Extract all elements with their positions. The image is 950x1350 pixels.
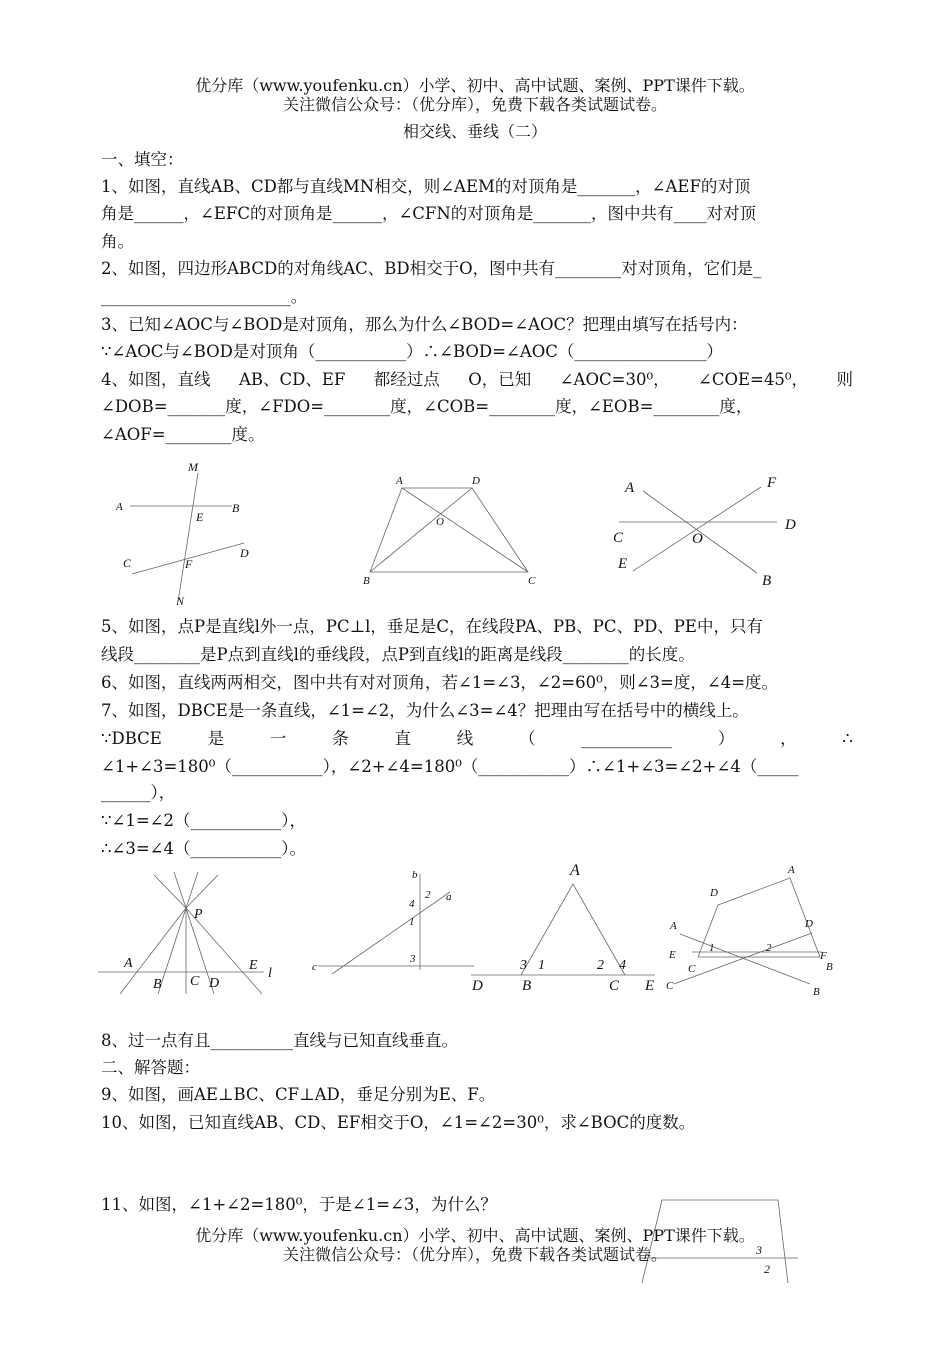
label-1: 1 [709,942,715,954]
label-b: B [363,575,370,587]
label-l: l [268,966,272,981]
q4-line-2: ∠DOB=_______度，∠FDO=________度，∠COB=________度，∠EOB=________度， [101,397,753,416]
q8-line: 8、过一点有且__________直线与已知直线垂直。 [101,1031,458,1050]
q7-part: 直 [394,729,411,748]
label-c-left: C [666,980,674,992]
label-a-left: A [670,920,677,932]
label-f: F [185,557,193,571]
extension-b [186,872,198,908]
label-c: C [609,978,620,994]
figure-7-quadrilateral-lines [662,860,852,1000]
q4-part: AB、CD、EF [238,370,346,389]
label-d: D [240,546,249,560]
label-2: 2 [766,942,772,954]
label-e: E [669,949,676,961]
label-b-right: B [826,961,833,973]
label-b: B [232,501,240,515]
label-a: A [396,475,403,487]
q6-line: 6、如图，直线两两相交，图中共有对对顶角，若∠1=∠3，∠2=60⁰，则∠3=度，∠4=度。 [101,673,779,692]
label-a: A [625,480,635,496]
q7-line-5: ∵∠1=∠2（___________）， [101,811,306,830]
label-m: M [188,460,198,474]
page-title: 相交线、垂线（二） [402,122,547,141]
label-a-top: A [788,864,795,876]
q2-line-1: 2、如图，四边形ABCD的对角线AC、BD相交于O，图中共有________对对顶角，它们是_ [101,259,762,278]
q1-line-3: 角。 [101,232,134,251]
label-d: D [209,976,220,991]
label-f: F [820,950,827,962]
q7-part: 线 [456,729,474,748]
label-f: F [767,475,777,491]
line-ef [633,487,761,571]
label-a: A [124,956,133,971]
label-a: A [570,862,580,879]
label-o: O [436,516,444,528]
label-b: b [412,869,418,881]
q7-part: ___________ [581,729,673,748]
label-e: E [196,510,204,524]
label-a: A [116,501,123,513]
q7-part: ∴ [842,729,853,748]
label-1: 1 [409,916,415,928]
label-3: 3 [520,958,527,973]
figure-1-transversal [110,455,260,610]
label-c: C [613,530,624,546]
q1-line-2: 角是______，∠EFC的对顶角是______，∠CFN的对顶角是_______，图中共有____对对顶 [101,204,757,223]
label-n: N [176,594,185,608]
q11-line: 11、如图，∠1+∠2=180⁰，于是∠1=∠3，为什么？ [101,1195,497,1214]
q4-part: ∠COE=45⁰， [698,370,808,389]
label-c: c [312,961,317,973]
q4-line-3: ∠AOF=________度。 [101,425,265,444]
label-d-right: D [805,918,813,930]
figure-6-triangle [467,858,662,996]
label-c: C [190,974,200,989]
label-a: a [446,891,452,903]
header-line-1: 优分库（www.youfenku.cn）小学、初中、高中试题、案例、PPT课件下载。 [195,76,755,95]
figure-3-three-lines [605,465,815,595]
triangle-sides [521,884,625,975]
q7-line-6: ∴∠3=∠4（___________）。 [101,839,306,858]
q7-line-4: ______）， [101,783,176,802]
quadrilateral-abcd [370,488,528,572]
line-mn [178,473,198,602]
label-e: E [249,958,258,973]
line-a [332,892,450,974]
label-d: D [785,517,796,533]
label-4: 4 [409,898,415,910]
label-e: E [645,978,655,994]
label-d: D [472,978,483,994]
label-c: C [123,556,132,570]
q7-part: （ [519,729,536,748]
label-2: 2 [597,958,604,973]
label-b: B [762,573,772,589]
extension-e [154,875,186,908]
label-o: O [692,531,703,547]
q5-line-1: 5、如图，点P是直线l外一点，PC⊥l，垂足是C，在线段PA、PB、PC、PD、PE中，只有 [101,617,763,636]
line-cd [674,933,812,984]
label-3: 3 [410,953,416,965]
label-c-mid: C [688,963,696,975]
label-1: 1 [538,958,545,973]
q4-line-1 [101,370,853,390]
q7-part: 一 [269,729,287,748]
q4-part: 都经过点 [373,370,440,389]
section-fill-in: 一、填空： [101,150,184,169]
q1-line-1: 1、如图，直线AB、CD都与直线MN相交，则∠AEM的对顶角是_______，∠AEF的对顶 [101,177,751,196]
label-3: 3 [756,1243,762,1257]
label-d-top: D [710,887,718,899]
q3-line-1: 3、已知∠AOC与∠BOD是对顶角，那么为什么∠BOD=∠AOC？把理由填写在括号内： [101,315,748,334]
figure-2-quadrilateral [360,470,550,595]
q4-part: 4、如图，直线 [101,370,211,389]
label-2: 2 [764,1262,770,1276]
q7-part: 是 [207,729,225,748]
label-c: C [528,575,536,587]
q4-part: O，已知 [468,370,532,389]
figure-4-perpendicular [98,870,288,1000]
q7-part: ， [780,729,797,748]
q2-line-2: _______________________。 [101,287,308,306]
segment-pb [158,908,186,994]
extension-a [186,875,218,908]
label-p: P [194,907,203,922]
q7-line-2 [101,729,853,749]
q7-part: 条 [332,729,349,748]
q9-line: 9、如图，画AE⊥BC、CF⊥AD，垂足分别为E、F。 [101,1085,496,1104]
q4-part: ∠AOC=30⁰， [559,370,670,389]
header-line-2: 关注微信公众号：（优分库），免费下载各类试题试卷。 [282,95,667,114]
q5-line-2: 线段________是P点到直线l的垂线段，点P到直线l的距离是线段________的长度。 [101,645,695,664]
label-e: E [618,556,628,572]
footer-line-2: 关注微信公众号：（优分库），免费下载各类试题试卷。 [282,1245,667,1264]
figure-5-intersecting-lines [308,862,483,982]
extension-d [174,872,186,908]
label-b: B [522,978,532,994]
label-d: D [472,475,480,487]
line-ab [680,934,810,984]
label-b-bottom: B [813,986,820,998]
q10-line: 10、如图，已知直线AB、CD、EF相交于O，∠1=∠2=30⁰，求∠BOC的度数。 [101,1113,696,1132]
q7-part: ） [717,729,735,748]
q4-part: 则 [836,370,853,389]
q7-part: ∵DBCE [101,729,162,748]
q7-line-1: 7、如图，DBCE是一条直线，∠1=∠2，为什么∠3=∠4？把理由写在括号中的横线上。 [101,701,749,720]
q7-line-3: ∠1+∠3=180⁰（___________），∠2+∠4=180⁰（___________）∴∠1+∠3=∠2+∠4（_____ [101,757,799,776]
label-2: 2 [425,889,431,901]
q3-line-2: ∵∠AOC与∠BOD是对顶角（___________）∴∠BOD=∠AOC（________________） [101,342,723,361]
label-4: 4 [619,958,626,973]
footer-line-1: 优分库（www.youfenku.cn）小学、初中、高中试题、案例、PPT课件下载。 [195,1226,755,1245]
label-b: B [153,977,162,992]
section-answer: 二、解答题： [101,1058,200,1077]
